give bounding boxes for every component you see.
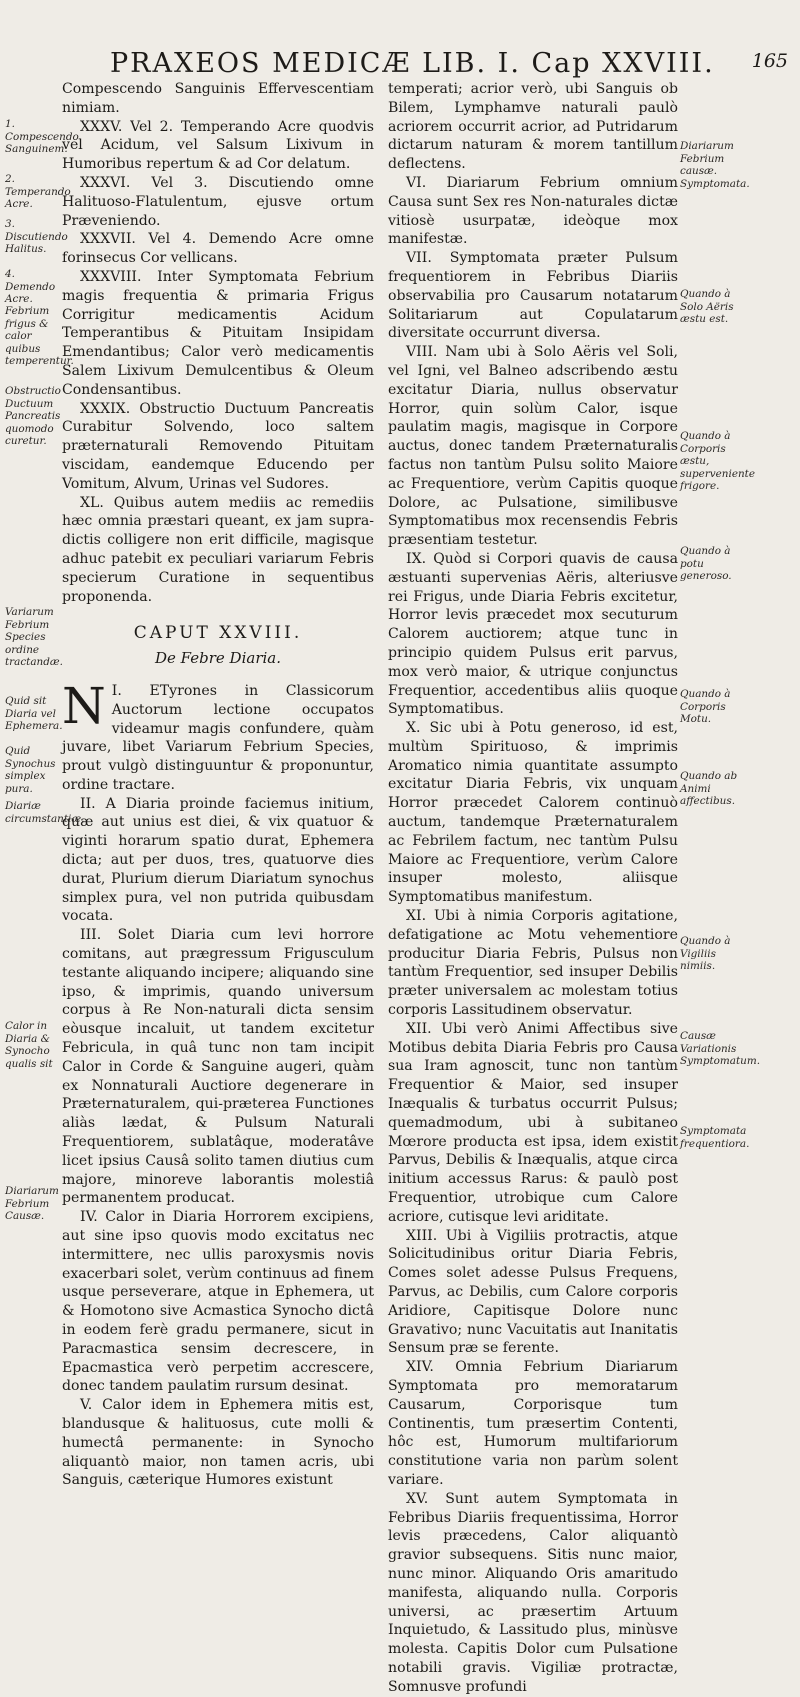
article-i	[62, 676, 374, 795]
chapter-subtitle: De Febre Diaria.	[155, 649, 281, 668]
drop-cap: N	[62, 676, 106, 735]
paragraph: XL. Quibus autem mediis ac remediis hæc omnia præstari queant, ex jam supra-dictis colligere non erit difficile, magisque adhuc patebit ex peculiari variarum Febris specierum Curatione in sequentibus proponenda.	[62, 494, 374, 605]
article-numeral: I.	[111, 682, 122, 699]
margin-note: Diariarum Febrium Causæ.	[5, 1185, 59, 1223]
page-number: 165	[751, 50, 788, 72]
margin-note: Quando à Solo Aëris æstu est.	[680, 288, 734, 326]
paragraph: III. Solet Diaria cum levi horrore comitans, aut prægressum Frigusculum testante aliquando incipere; aliquando sine ipso, & imprimis, quando universum corpus à Re Non-naturali dicta sensim eòusque incaluit, ut tandem excitetur Febricula, in quâ tunc non tam incipit Calor in Corde & Sanguine augeri, quàm ex Nonnaturali Auctiore degenerare in Præternaturalem, qui-præterea Functiones aliàs lædat, & Pulsum Naturali Frequentiorem, sublatâque, moderatâve licet ipsius Causâ solito tamen diutius cum majore, minoreve laborantis molestiâ permanentem producat.	[62, 927, 374, 1207]
paragraph: XXXVII. Vel 4. Demendo Acre omne forinsecus Cor vellicans.	[62, 231, 374, 267]
paragraph: XXXVI. Vel 3. Discutiendo omne Halituoso-Flatulentum, ejusve ortum Præveniendo.	[62, 174, 374, 229]
margin-note: Causæ Variationis Symptomatum.	[680, 1030, 760, 1068]
margin-note: Quando à potu generoso.	[680, 545, 732, 583]
margin-note: Quid Synochus simplex pura.	[5, 745, 56, 795]
chapter-heading: CAPUT XXVIII.	[133, 623, 303, 644]
article-text: ETyrones in Classicorum Auctorum lectione occupatos videamur magis confundere, quàm juvare, libet Variarum Febrium Species, prout vulgò distinguuntur & proponuntur, ordine tractare.	[62, 682, 374, 793]
margin-note: Quid sit Diaria vel Ephemera.	[5, 695, 63, 733]
margin-note: Symptomata frequentiora.	[680, 1125, 750, 1150]
margin-note: 2. Temperando Acre.	[5, 173, 71, 211]
margin-note: Obstructio Ductuum Pancreatis quomodo curetur.	[5, 385, 61, 448]
paragraph: VI. Diariarum Febrium omnium Causa sunt Sex res Non-naturales dictæ vitiosè usurpatæ, ideòque mox manifestæ.	[388, 174, 678, 248]
margin-note: Quando à Corporis æstu, superveniente frigore.	[680, 430, 755, 493]
margin-note: Quando à Vigiliis nimiis.	[680, 935, 731, 973]
margin-note: Quando ab Animi affectibus.	[680, 770, 738, 808]
margin-note: Calor in Diaria & Synocho qualis sit	[5, 1020, 53, 1070]
left-column	[62, 80, 374, 1490]
paragraph: XI. Ubi à nimia Corporis agitatione, defatigatione ac Motu vehementiore producitur Diaria Febris, Pulsus non tantùm Frequentior, sed insuper Debilis præter universalem ac molestam totius corporis Lassitudinem observatur.	[388, 908, 678, 1019]
paragraph: IV. Calor in Diaria Horrorem excipiens, aut sine ipso quovis modo excitatus nec intermittere, nec ullis paroxysmis novis exacerbari solet, verùm continuus ad finem usque perseverare, atque in Ephemera, ut & Homotono sive Acmastica Synocho dictâ in eodem ferè gradu permanere, sicut in Paracmastica sensim decrescere, in Epacmastica verò perpetim accrescere, donec tandem paulatim rursum desinat.	[62, 1209, 374, 1395]
paragraph: XXXV. Vel 2. Temperando Acre quodvis vel Acidum, vel Salsum Lixivum in Humoribus repertum & ad Cor delatum.	[62, 118, 374, 173]
right-column	[388, 80, 678, 1697]
running-head: PRAXEOS MEDICÆ LIB. I. Cap XXVIII.	[110, 48, 715, 79]
margin-note: 1. Compescendo Sanguinem.	[5, 118, 79, 156]
margin-note: Diariæ circumstantiæ.	[5, 800, 85, 825]
paragraph: Compescendo Sanguinis Effervescentiam nimiam.	[62, 81, 374, 116]
margin-note: Quando à Corporis Motu.	[680, 688, 731, 726]
paragraph: X. Sic ubi à Potu generoso, id est, multùm Spirituoso, & imprimis Aromatico nimia quantitate assumpto excitatur Diaria Febris, vix unquam Horror præcedet Calorem continuò auctum, tandemque Præternaturalem ac Febrilem factum, nec tantùm Pulsu Maiore ac Frequentiore, verùm Calore insuper molesto, aliisque Symptomatibus manifestum.	[388, 720, 678, 906]
paragraph: XIV. Omnia Febrium Diariarum Symptomata pro memoratarum Causarum, Corporisque tum Continentis, tum præsertim Contenti, hôc est, Humorum multifariorum constitutione varia non parùm solent variare.	[388, 1359, 678, 1488]
paragraph: V. Calor idem in Ephemera mitis est, blandusque & halituosus, cute molli & humectâ permanente: in Synocho aliquantò maior, non tamen acris, ubi Sanguis, cæterique Humores existunt	[62, 1397, 374, 1489]
margin-note: Febrium frigus & calor quibus temperentur.	[5, 305, 74, 368]
paragraph: XXXIX. Obstructio Ductuum Pancreatis Curabitur Solvendo, loco saltem præternaturali Removendo Pituitam viscidam, eandemque Educendo per Vomitum, Alvum, Urinas vel Sudores.	[62, 400, 374, 492]
paragraph: XIII. Ubi à Vigiliis protractis, atque Solicitudinibus oritur Diaria Febris, Comes solet adesse Pulsus Frequens, Parvus, ac Debilis, cum Calore corporis Aridiore, Capitisque Dolore nunc Gravativo; nunc Vacuitatis aut Inanitatis Sensum præ se ferente.	[388, 1227, 678, 1357]
paragraph: VII. Symptomata præter Pulsum frequentiorem in Febribus Diariis observabilia pro Causarum notatarum Solitariarum aut Copulatarum diversitate occurrunt diversa.	[388, 250, 678, 342]
paragraph: XII. Ubi verò Animi Affectibus sive Motibus debita Diaria Febris pro Causa sua Iram agnoscit, tunc non tantùm Frequentior & Maior, sed insuper Inæqualis & turbatus occurrit Pulsus; quemadmodum, ubi à subitaneo Mœrore producta est ipsa, idem existit Parvus, Debilis & Inæqualis, atque circa initium accessus Rarus: & paulò post Frequentior, utrobique cum Calore acriore, cutisque levi ariditate.	[388, 1020, 678, 1225]
paragraph: XV. Sunt autem Symptomata in Febribus Diariis frequentissima, Horror levis præcedens, Calor aliquantò gravior subsequens. Sitis nunc maior, nunc minor. Aliquando Oris amaritudo manifesta, aliquando nulla. Corporis universi, ac præsertim Artuum Inquietudo, & Lassitudo plus, minùsve molesta. Capitis Dolor cum Pulsatione notabili gravis. Vigiliæ protractæ, Somnusve profundi	[388, 1490, 678, 1695]
margin-note: 3. Discutiendo Halitus.	[5, 218, 68, 256]
margin-note: Variarum Febrium Species ordine tractandæ.	[5, 606, 63, 669]
paragraph: IX. Quòd si Corpori quavis de causa æstuanti supervenias Aëris, alteriusve rei Frigus, unde Diaria Febris excitetur, Horror levis præcedet mox secuturum Calorem auctiorem; atque tunc in principio quidem Pulsus erit parvus, mox verò maior, & utrique conjunctus Frequentior, accedentibus aliis quoque Symptomatibus.	[388, 550, 678, 718]
margin-note: 4. Demendo Acre.	[5, 268, 56, 306]
paragraph: temperati; acrior verò, ubi Sanguis ob Bilem, Lymphamve naturali paulò acriorem occurrit acrior, ad Putridarum dictarum naturam & morem tantillum deflectens.	[388, 81, 678, 173]
margin-note: Diariarum Febrium causæ. Symptomata.	[680, 140, 750, 190]
paragraph: XXXVIII. Inter Symptomata Febrium magis frequentia & primaria Frigus Corrigitur medicamentis Acidum Temperantibus & Pituitam Insipidam Emendantibus; Calor verò medicamentis Salem Lixivum Demulcentibus & Oleum Condensantibus.	[62, 268, 374, 398]
paragraph: II. A Diaria proinde faciemus initium, quæ aut unius est diei, & vix quatuor & viginti horarum spatio durat, Ephemera dicta; aut per duos, tres, quatuorve dies durat, Plurium dierum Diariatum synochus simplex pura, vel non putrida quibusdam vocata.	[62, 795, 374, 925]
paragraph: VIII. Nam ubi à Solo Aëris vel Soli, vel Igni, vel Balneo adscribendo æstu excitatur Diaria, nullus observatur Horror, quin solùm Calor, isque paulatim magis, magisque in Corpore auctus, donec tandem Præternaturalis factus non tantùm Pulsu solito Maiore ac Frequentiore, verùm Capitis quoque Dolore, ac Pulsatione, similibusve Symptomatibus mox recensendis Febris præsentiam testetur.	[388, 344, 678, 549]
